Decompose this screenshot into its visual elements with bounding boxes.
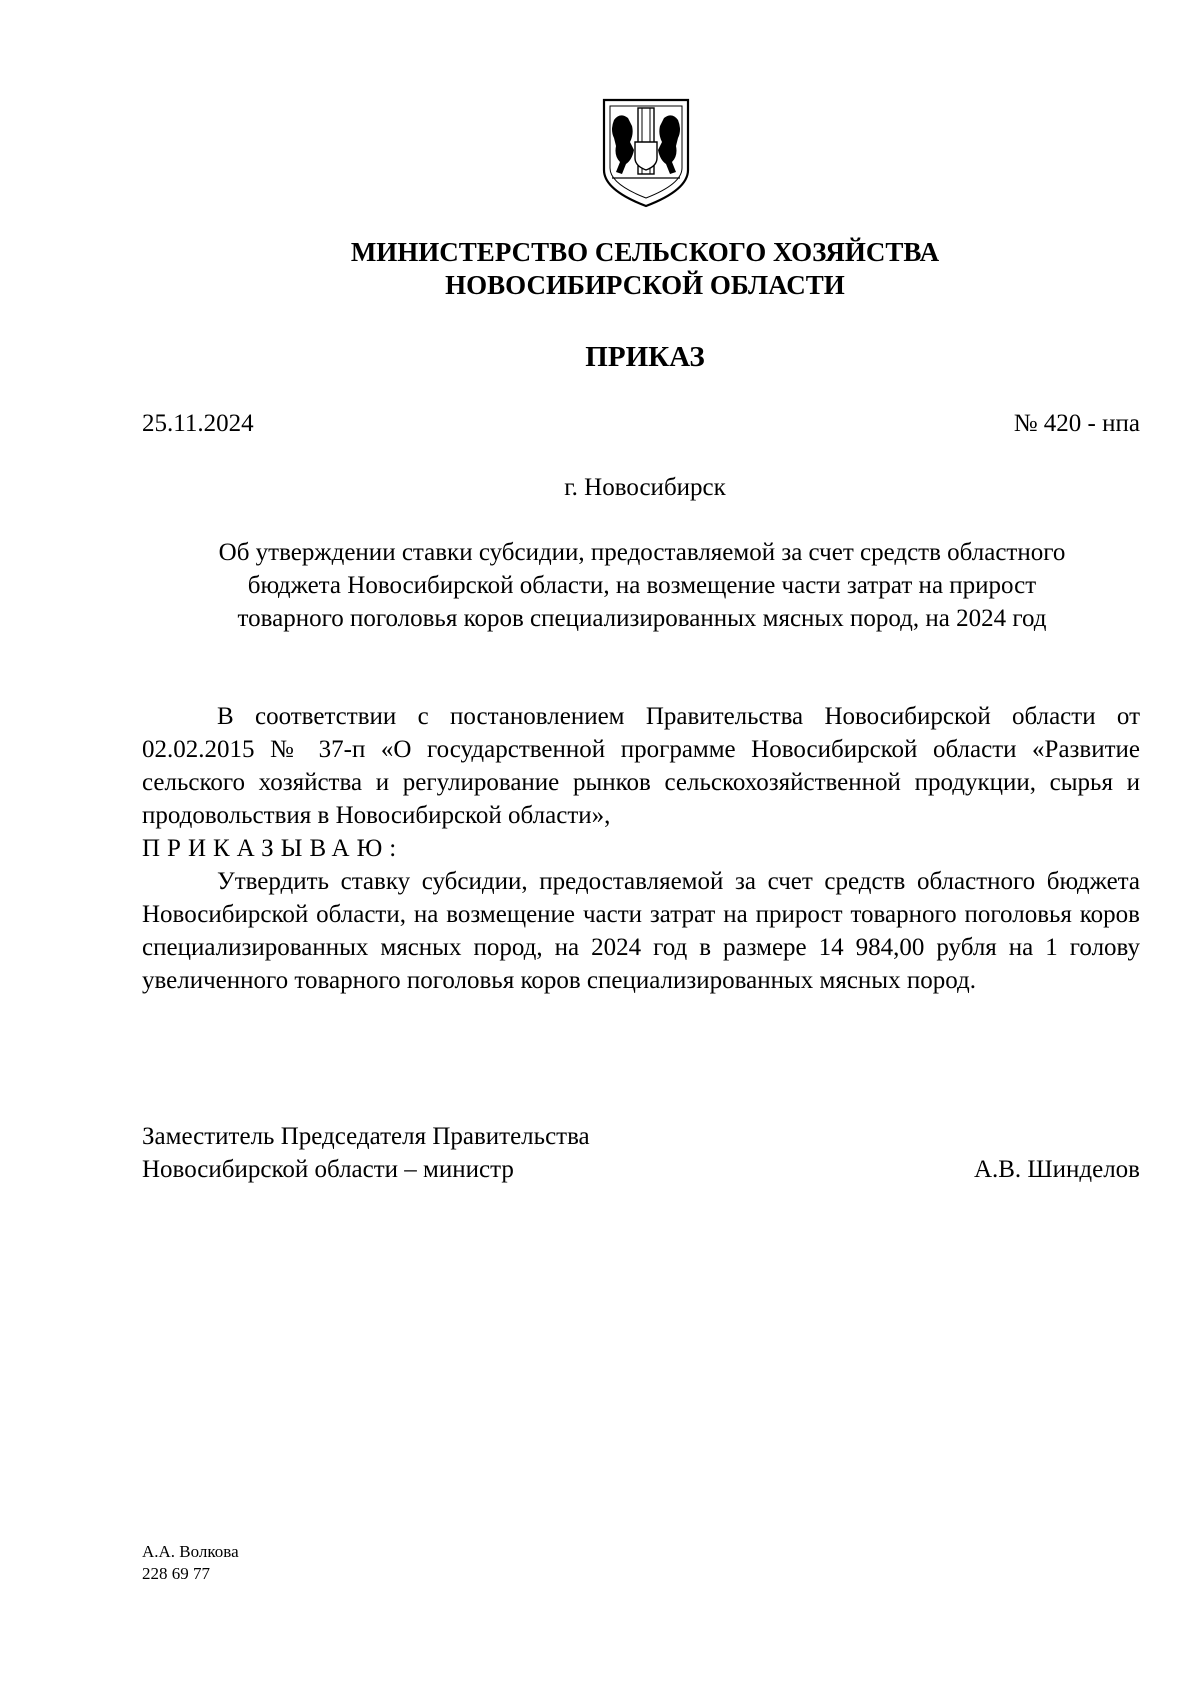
document-body	[142, 700, 1140, 997]
subject-line2: бюджета Новосибирской области, на возмещение части затрат на прирост	[247, 572, 1037, 599]
signatory-position-line1: Заместитель Председателя Правительства	[142, 1123, 590, 1150]
coat-of-arms-graphic	[600, 98, 692, 208]
preamble-paragraph: В соответствии с постановлением Правительства Новосибирской области от 02.02.2015 № 37-п «О государственной программе Новосибирской области «Развитие сельского хозяйства и регулирование рынков сельскохозяйственной продукции, сырья и продовольствия в Новосибирской области»,	[142, 703, 1140, 829]
subject-line3: товарного поголовья коров специализированных мясных пород, на 2024 год	[237, 605, 1047, 632]
order-word: ПРИКАЗЫВАЮ:	[142, 835, 404, 862]
signatory-position	[142, 1120, 590, 1186]
document-subject	[142, 536, 1142, 635]
ministry-name-line1: МИНИСТЕРСТВО СЕЛЬСКОГО ХОЗЯЙСТВА	[350, 237, 940, 267]
executor-name: А.А. Волкова	[142, 1542, 239, 1561]
coat-of-arms-icon	[600, 98, 692, 208]
document-date: 25.11.2024	[142, 410, 254, 437]
signatory-position-line2: Новосибирской области – министр	[142, 1156, 514, 1183]
document-city: г. Новосибирск	[564, 474, 726, 501]
ministry-name-line2: НОВОСИБИРСКОЙ ОБЛАСТИ	[445, 270, 845, 300]
ministry-name	[120, 236, 1170, 302]
executor-info	[142, 1541, 239, 1585]
signatory-name: А.В. Шинделов	[973, 1156, 1140, 1183]
executor-phone: 228 69 77	[142, 1564, 210, 1583]
order-paragraph: Утвердить ставку субсидии, предоставляемой за счет средств областного бюджета Новосибирской области, на возмещение части затрат на прирост товарного поголовья коров специализированных мясных пород, на 2024 год в размере 14 984,00 рубля на 1 голову увеличенного товарного поголовья коров специализированных мясных пород.	[142, 868, 1140, 994]
document-type: ПРИКАЗ	[585, 341, 705, 373]
subject-line1: Об утверждении ставки субсидии, предоставляемой за счет средств областного	[218, 539, 1066, 566]
document-number: № 420 - нпа	[1013, 410, 1140, 437]
